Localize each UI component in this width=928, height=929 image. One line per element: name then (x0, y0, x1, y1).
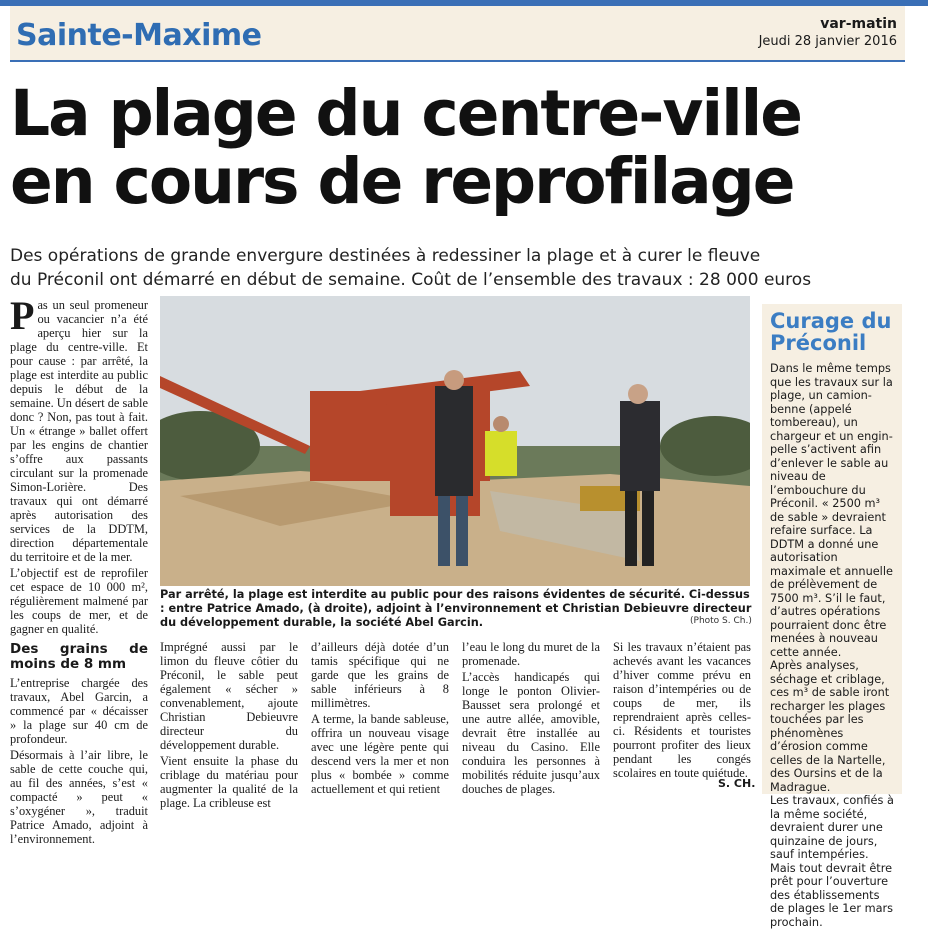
article-column-4 (462, 640, 600, 798)
standfirst (10, 244, 910, 292)
paragraph: l’eau le long du muret de la promenade. (462, 640, 600, 668)
author-signature: S. CH. (718, 777, 755, 790)
standfirst-line-2: du Préconil ont démarré en début de semaine. Coût de l’ensemble des travaux : 28 000 euros (10, 268, 910, 292)
sidebar-title: Curage du Préconil (762, 304, 902, 354)
page-header (10, 6, 905, 62)
article-column-2 (160, 640, 298, 812)
sidebar-paragraph: Dans le même temps que les travaux sur la plage, un camion-benne (appelé tombereau), un chargeur et un engin-pelle s’activent afin d’enlever le sable au niveau de l’embouchure du Préconil. « 2500 m³ de sable » devraient refaire surface. La DDTM a donné une autorisation maximale et annuelle de prélèvement de 7500 m³. S’il le faut, d’autres opérations pourraient donc être menées à nouveau cette année. (770, 362, 896, 659)
drop-cap: P (10, 300, 34, 332)
paragraph: d’ailleurs déjà dotée d’un tamis spécifique qui ne garde que les grains de sable inférieurs à 8 millimètres. (311, 640, 449, 710)
sidebar-paragraph: Les travaux, confiés à la même société, devraient durer une quinzaine de jours, sauf intempéries. (770, 794, 896, 862)
paragraph: L’objectif est de reprofiler cet espace de 10 000 m², régulièrement malmené par les coups de mer, et de gagner en qualité. (10, 566, 148, 636)
subheading: Des grains de moins de 8 mm (10, 642, 148, 672)
beach-works-illustration (160, 296, 750, 586)
paragraph: A terme, la bande sableuse, offrira un nouveau visage avec une légère pente qui descend vers la mer et non plus « bombée » comme actuellement et qui retient (311, 712, 449, 796)
headline-line-1: La plage du centre-ville (10, 80, 910, 148)
paragraph: L’entreprise chargée des travaux, Abel Garcin, a commencé par « décaisser » la plage sur 40 cm de profondeur. (10, 676, 148, 746)
article-column-3 (311, 640, 449, 798)
article-photo (160, 296, 750, 586)
article-column-5 (613, 640, 751, 782)
paragraph: Si les travaux n’étaient pas achevés avant les vacances d’hiver comme prévu en raison d’intempéries ou de coups de mer, ils reprendraient après celles-ci. Résidents et touristes pourront profiter des lieux pendant les congés scolaires en toute quiétude. (613, 640, 751, 780)
newspaper-name: var-matin (820, 16, 897, 32)
paragraph: L’accès handicapés qui longe le ponton Olivier-Bausset sera prolongé et une autre allée, amovible, devrait être installée au niveau du Casino. Elle conduira les personnes à mobilités réduite jusqu’aux douches de plages. (462, 670, 600, 796)
paragraph: Désormais à l’air libre, le sable de cette couche qui, au fil des années, s’est « compacté » peut « s’oxygéner », traduit Patrice Amado, adjoint à l’environnement. (10, 748, 148, 846)
paragraph: Vient ensuite la phase du criblage du matériau pour augmenter la qualité de la plage. La cribleuse est (160, 754, 298, 810)
photo-caption: Par arrêté, la plage est interdite au public pour des raisons évidentes de sécurité. Ci-dessus : entre Patrice Amado, (à droite), adjoint à l’environnement et Christian Debieuvre directeur du développement durable, la société Abel Garcin. (160, 588, 752, 630)
sidebar-paragraph: Mais tout devrait être prêt pour l’ouverture des établissements de plages le 1er mars prochain. (770, 862, 896, 929)
paragraph: Pas un seul promeneur ou vacancier n’a été aperçu hier sur la plage du centre-ville. Et pour cause : par arrêté, la plage est interdite au public depuis le début de la semaine. Un désert de sable donc ? Non, pas tout à fait. Un « étrange » ballet offert par les engins de chantier s’offre aux passants circulant sur la promenade Simon-Lorière. Des travaux qui ont démarré après autorisation des services de la DDTM, direction départementale du territoire et de la mer. (10, 298, 148, 564)
sidebar-box (762, 304, 902, 794)
article-column-1 (10, 298, 148, 848)
sidebar-body (762, 354, 902, 929)
section-title: Sainte-Maxime (16, 18, 261, 53)
paragraph: Imprégné aussi par le limon du fleuve côtier du Préconil, le sable peut également « sécher » convenablement, ajoute Christian Debieuvre directeur du développement durable. (160, 640, 298, 752)
photo-credit: (Photo S. Ch.) (690, 616, 752, 626)
headline (10, 80, 910, 216)
headline-line-2: en cours de reprofilage (10, 148, 910, 216)
standfirst-line-1: Des opérations de grande envergure destinées à redessiner la plage et à curer le fleuve (10, 244, 910, 268)
sidebar-paragraph: Après analyses, séchage et criblage, ces m³ de sable iront recharger les plages touchées par les phénomènes d’érosion comme celles de la Nartelle, des Oursins et de la Madrague. (770, 659, 896, 794)
issue-date: Jeudi 28 janvier 2016 (759, 34, 897, 49)
